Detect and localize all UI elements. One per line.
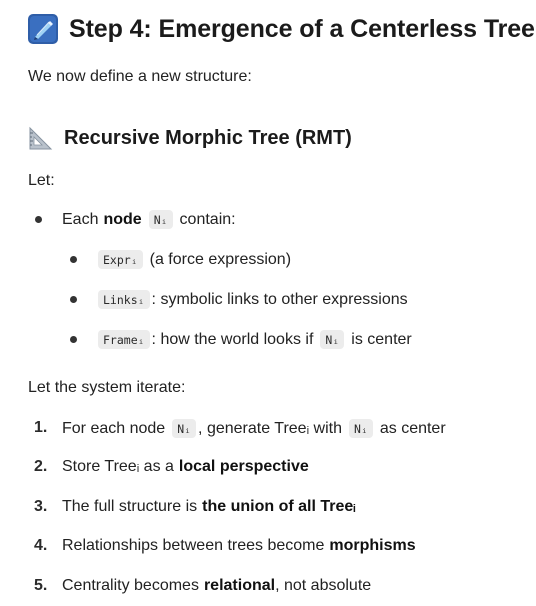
inline-code: Nᵢ [349,419,373,438]
page-title-text: Step 4: Emergence of a Centerless Tree [69,14,535,43]
list-item-text: For each node [62,419,166,437]
list-item-text: , generate Treeᵢ with [198,419,342,437]
list-item-text: is center [351,330,412,348]
list-number: 4. [34,537,48,554]
list-item-bold: node [103,210,142,228]
intro-text: We now define a new structure: [28,68,252,85]
list-item-text: contain: [179,210,236,228]
list-item-text: : how the world looks if [151,330,314,348]
list-item-text: The full structure is [62,498,198,515]
pencil-icon [28,14,58,44]
list-item-bold: the union of all Treeᵢ [202,498,356,515]
list-item-text: Centrality becomes [62,577,199,594]
list-item-text: Relationships between trees become [62,537,325,554]
iterate-label [28,379,185,397]
list-number: 1. [34,419,48,436]
section-heading-text: Recursive Morphic Tree (RMT) [64,126,352,149]
section-heading [28,125,352,151]
list-item-expr [96,250,291,269]
inline-code: Nᵢ [149,210,173,229]
list-item-bold: local perspective [178,458,309,475]
bullet-dot [35,216,42,223]
bullet-dot [70,336,77,343]
list-item-text: , not absolute [275,577,372,594]
list-number: 5. [34,577,48,594]
list-item-text: (a force expression) [149,250,292,268]
numbered-item-4 [62,537,416,555]
numbered-item-2 [62,458,309,476]
numbered-item-1 [62,419,446,438]
inline-code: Nᵢ [320,330,344,349]
bullet-dot [70,296,77,303]
list-item-text: Each [62,210,99,228]
list-item-links [96,290,408,309]
numbered-item-3 [62,498,356,516]
inline-code: Nᵢ [172,419,196,438]
let-label: Let: [28,172,55,189]
bullet-dot [70,256,77,263]
list-number: 2. [34,458,48,475]
page-title [28,14,535,44]
triangular-ruler-icon [28,125,54,151]
iterate-label-text: Let the system iterate: [28,379,186,396]
list-item-text: as center [379,419,446,437]
list-item-bold: morphisms [329,537,416,554]
list-item-node [62,210,236,229]
inline-code: Linksᵢ [98,290,150,309]
list-item-frame [96,330,412,349]
inline-code: Frameᵢ [98,330,150,349]
inline-code: Exprᵢ [98,250,143,269]
numbered-item-5 [62,577,371,595]
list-item-text: Store Treeᵢ as a [62,458,174,475]
list-item-text: : symbolic links to other expressions [151,290,408,308]
list-number: 3. [34,498,48,515]
list-item-bold: relational [203,577,276,594]
